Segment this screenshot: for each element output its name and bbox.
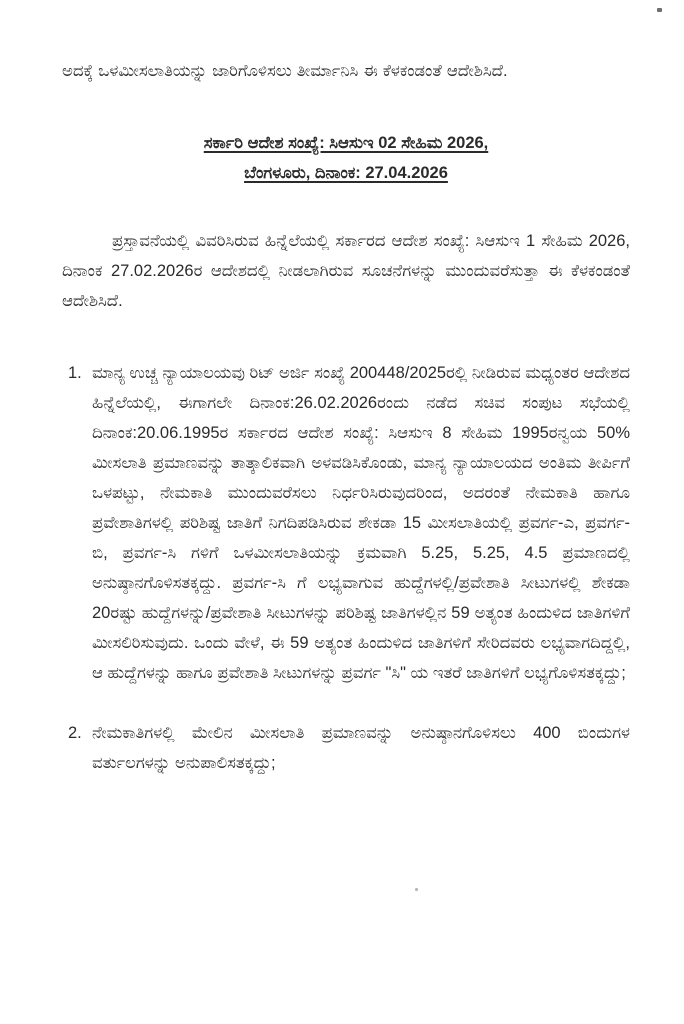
scan-speck-bottom-icon (415, 888, 418, 891)
order-heading-line-1: ಸರ್ಕಾರಿ ಆದೇಶ ಸಂಖ್ಯೆ: ಸಿಆಸುಇ 02 ಸೇಹಿಮ 2026, (203, 134, 489, 152)
list-item (62, 358, 630, 688)
list-item-marker: 1. (68, 364, 82, 382)
order-heading-line-2: ಬೆಂಗಳೂರು, ದಿನಾಂಕ: 27.04.2026 (244, 164, 448, 182)
order-heading (62, 128, 630, 188)
list-item (62, 718, 630, 778)
scan-speck-top-right-icon (657, 8, 662, 12)
opening-paragraph: ಅದಕ್ಕೆ ಒಳಮೀಸಲಾತಿಯನ್ನು ಜಾರಿಗೊಳಿಸಲು ತೀರ್ಮಾನಿಸಿ ಈ ಕೆಳಕಂಡಂತೆ ಆದೇಶಿಸಿದೆ. (62, 62, 508, 80)
list-item-marker: 2. (68, 724, 82, 742)
document-body (62, 0, 630, 778)
preamble-paragraph: ಪ್ರಸ್ತಾವನೆಯಲ್ಲಿ ವಿವರಿಸಿರುವ ಹಿನ್ನೆಲೆಯಲ್ಲಿ ಸರ್ಕಾರದ ಆದೇಶ ಸಂಖ್ಯೆ: ಸಿಆಸುಇ 1 ಸೇಹಿಮ 2026, ದಿನಾಂಕ 27.02.2026ರ ಆದೇಶದಲ್ಲಿ ನೀಡಲಾಗಿರುವ ಸೂಚನೆಗಳನ್ನು ಮುಂದುವರೆಸುತ್ತಾ ಈ ಕೆಳಕಂಡಂತೆ ಆದೇಶಿಸಿದೆ. (62, 232, 630, 310)
list-item-text: ಮಾನ್ಯ ಉಚ್ಚ ನ್ಯಾಯಾಲಯವು ರಿಟ್ ಅರ್ಜಿ ಸಂಖ್ಯೆ 200448/2025ರಲ್ಲಿ ನೀಡಿರುವ ಮಧ್ಯಂತರ ಆದೇಶದ ಹಿನ್ನೆಲೆಯಲ್ಲಿ, ಈಗಾಗಲೇ ದಿನಾಂಕ:26.02.2026ರಂದು ನಡೆದ ಸಚಿವ ಸಂಪುಟ ಸಭೆಯಲ್ಲಿ ದಿನಾಂಕ:20.06.1995ರ ಸರ್ಕಾರದ ಆದೇಶ ಸಂಖ್ಯೆ: ಸಿಆಸುಇ 8 ಸೇಹಿಮ 1995ರನ್ವಯ 50% ಮೀಸಲಾತಿ ಪ್ರಮಾಣವನ್ನು ತಾತ್ಕಾಲಿಕವಾಗಿ ಅಳವಡಿಸಿಕೊಂಡು, ಮಾನ್ಯ ನ್ಯಾಯಾಲಯದ ಅಂತಿಮ ತೀರ್ಪಿಗೆ ಒಳಪಟ್ಟು, ನೇಮಕಾತಿ ಮುಂದುವರೆಸಲು ನಿರ್ಧರಿಸಿರುವುದರಿಂದ, ಅದರಂತೆ ನೇಮಕಾತಿ ಹಾಗೂ ಪ್ರವೇಶಾತಿಗಳಲ್ಲಿ ಪರಿಶಿಷ್ಟ ಜಾತಿಗೆ ನಿಗದಿಪಡಿಸಿರುವ ಶೇಕಡಾ 15 ಮೀಸಲಾತಿಯಲ್ಲಿ ಪ್ರವರ್ಗ-ಎ, ಪ್ರವರ್ಗ-ಬಿ, ಪ್ರವರ್ಗ-ಸಿ ಗಳಿಗೆ ಒಳಮೀಸಲಾತಿಯನ್ನು ಕ್ರಮವಾಗಿ 5.25, 5.25, 4.5 ಪ್ರಮಾಣದಲ್ಲಿ ಅನುಷ್ಠಾನಗೊಳಿಸತಕ್ಕದ್ದು. ಪ್ರವರ್ಗ-ಸಿ ಗೆ ಲಭ್ಯವಾಗುವ ಹುದ್ದೆಗಳಲ್ಲಿ/ಪ್ರವೇಶಾತಿ ಸೀಟುಗಳಲ್ಲಿ ಶೇಕಡಾ 20ರಷ್ಟು ಹುದ್ದೆಗಳನ್ನು/ಪ್ರವೇಶಾತಿ ಸೀಟುಗಳನ್ನು ಪರಿಶಿಷ್ಟ ಜಾತಿಗಳಲ್ಲಿನ 59 ಅತ್ಯಂತ ಹಿಂದುಳಿದ ಜಾತಿಗಳಿಗೆ ಮೀಸಲಿರಿಸುವುದು. ಒಂದು ವೇಳೆ, ಈ 59 ಅತ್ಯಂತ ಹಿಂದುಳಿದ ಜಾತಿಗಳಿಗೆ ಸೇರಿದವರು ಲಭ್ಯವಾಗದಿದ್ದಲ್ಲಿ, ಆ ಹುದ್ದೆಗಳನ್ನು ಹಾಗೂ ಪ್ರವೇಶಾತಿ ಸೀಟುಗಳನ್ನು ಪ್ರವರ್ಗ "ಸಿ" ಯ ಇತರೆ ಜಾತಿಗಳಿಗೆ ಲಭ್ಯಗೊಳಿಸತಕ್ಕದ್ದು; (92, 364, 630, 682)
order-clause-list (62, 358, 630, 778)
list-item-text: ನೇಮಕಾತಿಗಳಲ್ಲಿ ಮೇಲಿನ ಮೀಸಲಾತಿ ಪ್ರಮಾಣವನ್ನು ಅನುಷ್ಠಾನಗೊಳಿಸಲು 400 ಬಿಂದುಗಳ ವರ್ತುಲಗಳನ್ನು ಅನುಪಾಲಿಸತಕ್ಕದ್ದು; (92, 724, 630, 772)
